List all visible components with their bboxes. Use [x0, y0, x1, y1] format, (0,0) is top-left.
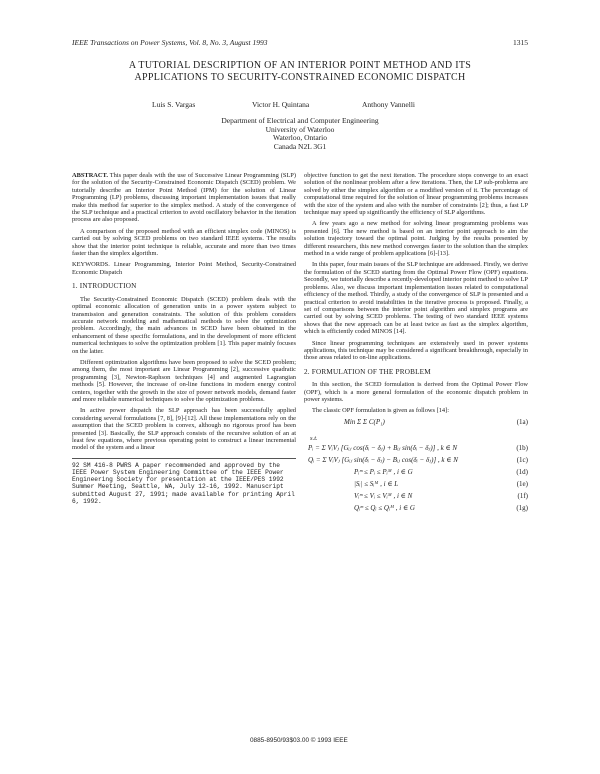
affiliation-dept: Department of Electrical and Computer Engineering [221, 116, 379, 125]
title-line-1: A TUTORIAL DESCRIPTION OF AN INTERIOR POINT METHOD AND ITS [128, 60, 472, 71]
equation-1a [304, 419, 528, 435]
intro-paragraph-3: In active power dispatch the SLP approach has been successfully applied considering several formulations [7, 8], [9]-[12]. All these implementations rely on the assumption that the SCED problem is convex, although no rigorous proof has been presented [3]. Basically, the SLP approach consists of the recursive solution of an at least few equations, where previous operating point to construct a linear incremental model of the system and a linear [72, 407, 296, 452]
equation-1b-body: Pᵢ = Σ VᵢVⱼ [Gᵢⱼ cos(δᵢ − δⱼ) + Bᵢⱼ sin(δᵢ − δⱼ)] , k ∈ N [308, 443, 458, 452]
right-paragraph-1: objective function to get the next iteration. The procedure stops converge to an exact solution of the nonlinear problem after a few iterations. Then, the LP sub-problems are solved by either the simplex algorithm or a modified version of it. The percentage of computational time required for the solution of linear programming problems increases with the size of the system and also with the number of constraints [2]; thus, a fast LP technique may speed up significantly the efficiency of SLP algorithms. [304, 172, 528, 217]
equation-1a-number: (1a) [516, 417, 528, 426]
right-paragraph-3: In this paper, four main issues of the SLP technique are addressed. Firstly, we derive the formulation of the SCED starting from the Optimal Power Flow (OPF) equations. Secondly, we tutorially describe a recently-developed interior point method to solve LP problems. Also, we discuss important implementation issues related to computational efficiency of the method. Thirdly, a study of the convergence of SLP is presented and a practical criterion to avoid instabilities in the iterative process is proposed. Finally, a set of comparisons between the interior point algorithm and simplex programs are carried out by solving SCED problems. The testing of two standard IEEE systems shows that the new approach can be at least twice as fast as the simplex algorithm, which is efficiently coded MINOS [14]. [304, 261, 528, 336]
affiliation-city: Waterloo, Ontario [273, 133, 327, 143]
author-1: Luis S. Vargas [152, 100, 196, 109]
equation-1g-number: (1g) [516, 503, 528, 512]
abstract-label: ABSTRACT. [72, 172, 108, 179]
journal-citation: IEEE Transactions on Power Systems, Vol. 8, No. 3, August 1993 [72, 38, 268, 47]
equation-1g-body: Qᵢᵐ ≤ Qᵢ ≤ Qᵢᴹ , i ∈ G [354, 503, 415, 512]
intro-paragraph-2: Different optimization algorithms have been proposed to solve the SCED problem; among them, the most important are Linear Programming [2], successive quadratic programming [3], Newton-Raphson techniques [4] and augmented Lagrangian methods [5]. However, the increase of on-line functions in modern energy control centers, together with the growth in the size of power network models, demand faster and more reliable numerical techniques to solve the optimization problems. [72, 358, 296, 403]
right-paragraph-2: A few years ago a new method for solving linear programming problems was presented [6]. The new method is based on an interior point approach to aim the solution trajectory toward the optimal point. Judging by the results presented by different researchers, this new method converges faster to the solution than the simplex method in a wide range of problem applications [6]-[13]. [304, 220, 528, 258]
equation-1c-number: (1c) [516, 455, 528, 464]
keywords: KEYWORDS. Linear Programming, Interior Point Method, Security-Constrained Economic Dispatch [72, 261, 296, 276]
running-header [72, 38, 528, 50]
abstract [72, 172, 296, 224]
equation-1f [304, 493, 528, 505]
equation-1b-number: (1b) [516, 443, 528, 452]
right-paragraph-5: In this section, the SCED formulation is derived from the Optimal Power Flow (OPF), which is a more general formulation of the economic dispatch problem in power systems. [304, 381, 528, 403]
equation-1d-body: Pᵢᵐ ≤ Pᵢ ≤ Pᵢᴹ , i ∈ G [354, 467, 413, 476]
equation-1a-body: Min Σ Σ C(P₁) [344, 417, 385, 426]
subject-to-label: s.t. [310, 434, 318, 442]
title-line-2: APPLICATIONS TO SECURITY-CONSTRAINED ECONOMIC DISPATCH [134, 72, 466, 83]
author-2: Victor H. Quintana [252, 100, 310, 109]
abstract-text: This paper deals with the use of Successive Linear Programming (SLP) for the solution of the Security-Constrained Economic Dispatch (SCED) problem. We tutorially describe an Interior Point Method (IPM) for the solution of Linear Programming (LP) problems, discussing important implementation issues that really make this method far superior to the simplex method. A study of the convergence of the SLP technique and a practical criterion to avoid oscillatory behavior in the iteration process are also proposed. [72, 172, 296, 224]
paper-title [40, 60, 560, 84]
equation-1f-body: Vᵢᵐ ≤ Vᵢ ≤ Vᵢᴹ , i ∈ N [354, 491, 413, 500]
affiliation-university: University of Waterloo [265, 124, 335, 134]
section-heading-introduction: 1. INTRODUCTION [72, 282, 137, 291]
footnote: 92 SM 416-8 PWRS A paper recommended and approved by the IEEE Power System Engineering Committee of the IEEE Power Engineering Society for presentation at the IEEE/PES 1992 Summer Meeting, Seattle, WA, July 12-16, 1992. Manuscript submitted August 27, 1991; made available for printing April 6, 1992. [72, 458, 296, 505]
equation-1f-number: (1f) [517, 491, 528, 500]
copyright-notice: 0885-8950/93$03.00 © 1993 IEEE [250, 737, 348, 744]
equation-1e-number: (1e) [516, 479, 528, 488]
intro-paragraph-1: The Security-Constrained Economic Dispatch (SCED) problem deals with the optimal economic allocation of generation units in a power system subject to transmission and generation constraints. The solution of this problem considers accurate network modeling and mathematical methods to solve the optimization problem. Accordingly, the main advances in SCED have been obtained in the enhancement of these specific formulations, and in the development of more efficient numerical techniques to solve the optimization problem [1]. This paper mainly focuses on the latter. [72, 295, 296, 355]
equation-1c [304, 457, 528, 469]
right-column [304, 172, 528, 517]
left-column [72, 172, 296, 505]
affiliation-country: Canada N2L 3G1 [273, 141, 327, 151]
equation-1e [304, 481, 528, 493]
equation-1d-number: (1d) [516, 467, 528, 476]
author-list [72, 100, 528, 112]
equation-1c-body: Qᵢ = Σ VᵢVⱼ [Gᵢⱼ sin(δᵢ − δⱼ) − Bᵢⱼ cos(δᵢ − δⱼ)] , k ∈ N [308, 455, 458, 464]
equation-1b [304, 445, 528, 457]
equation-1e-body: |Sᵢ| ≤ Sᵢᴹ , i ∈ L [354, 479, 399, 488]
right-paragraph-4: Since linear programming techniques are extensively used in power systems applications, this technique may be considered a significant breakthrough, especially in those areas related to on-line applications. [304, 339, 528, 362]
section-heading-formulation: 2. FORMULATION OF THE PROBLEM [304, 367, 431, 376]
equation-1d [304, 469, 528, 481]
author-3: Anthony Vannelli [362, 100, 415, 109]
page-number: 1315 [513, 38, 528, 47]
affiliation [72, 117, 528, 151]
equation-1g [304, 505, 528, 517]
abstract-paragraph-2: A comparison of the proposed method with an efficient simplex code (MINOS) is carried out by solving SCED problems on two standard IEEE systems. The results show that the interior point technique is reliable, accurate and more than two times faster than the simplex algorithm. [72, 227, 296, 258]
right-paragraph-6: The classic OPF formulation is given as follows [14]: [312, 407, 450, 415]
